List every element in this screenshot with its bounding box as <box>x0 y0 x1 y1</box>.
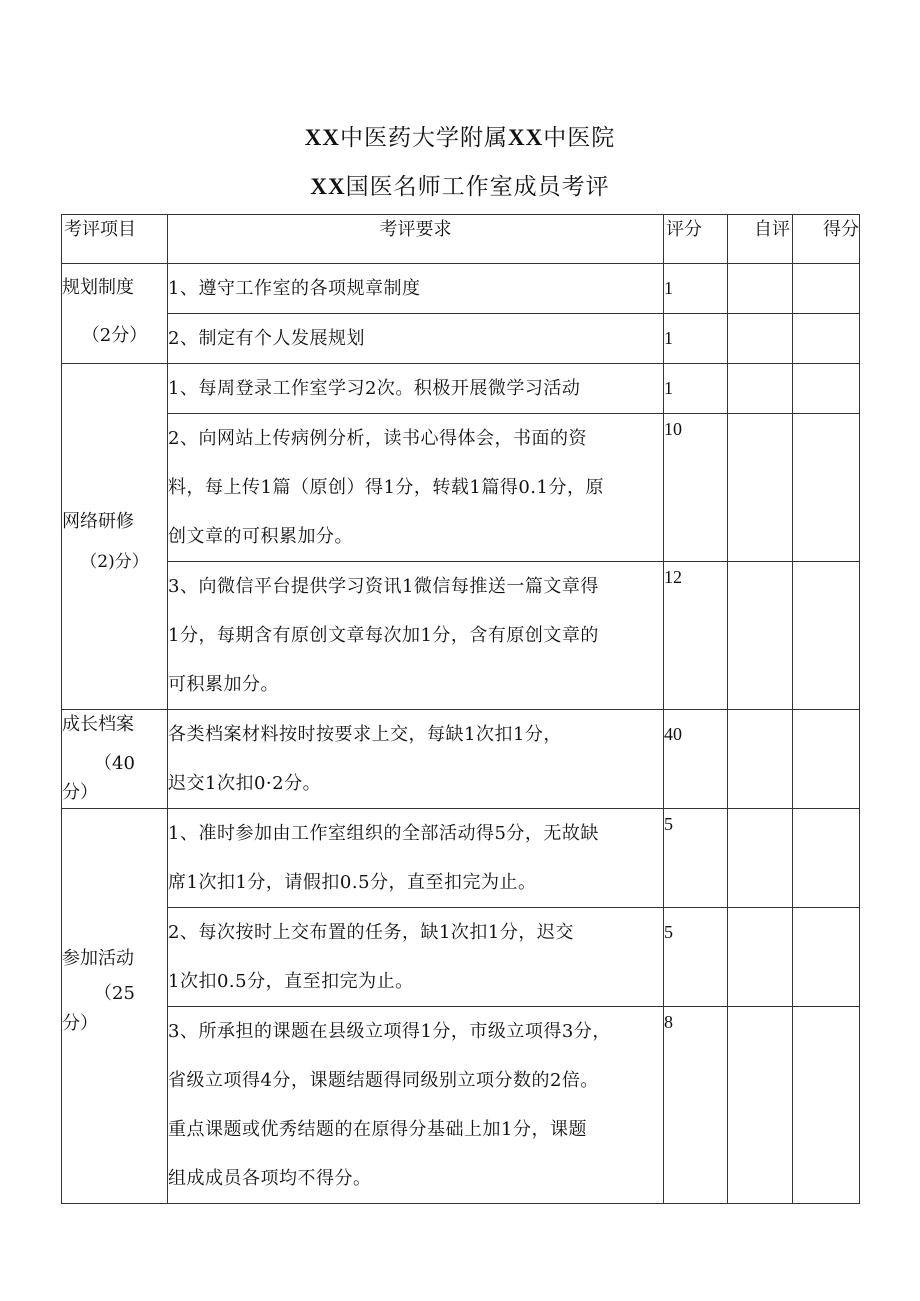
table-row <box>62 1007 860 1204</box>
document-title-line1 <box>0 123 920 153</box>
requirement-line: 省级立项得4分，课题结题得同级别立项分数的2倍。 <box>168 1070 599 1091</box>
header-item: 考评项目 <box>62 215 168 264</box>
title2-rest: 国医名师工作室成员考评 <box>345 174 610 200</box>
final-score-cell[interactable] <box>793 908 860 1007</box>
final-score-cell[interactable] <box>793 264 860 314</box>
self-eval-cell[interactable] <box>728 364 793 414</box>
table-header-row <box>62 215 860 264</box>
title-infix: XX <box>508 125 544 150</box>
category-activity <box>62 809 168 1204</box>
header-score: 评分 <box>664 215 728 264</box>
category-points-unit: 分） <box>62 782 98 803</box>
final-score-cell[interactable] <box>793 414 860 562</box>
category-points: （2)分） <box>80 551 149 572</box>
requirement-cell: 1、遵守工作室的各项规章制度 <box>168 264 664 314</box>
final-score-cell[interactable] <box>793 809 860 908</box>
score-cell: 1 <box>664 364 728 414</box>
score-cell: 10 <box>664 414 728 562</box>
requirement-cell <box>168 1007 664 1204</box>
requirement-cell: 1、每周登录工作室学习2次。积极开展微学习活动 <box>168 364 664 414</box>
category-planning <box>62 264 168 364</box>
self-eval-cell[interactable] <box>728 264 793 314</box>
table-row <box>62 710 860 809</box>
final-score-cell[interactable] <box>793 364 860 414</box>
self-eval-cell[interactable] <box>728 562 793 710</box>
category-points-unit: 分） <box>62 1013 98 1034</box>
requirement-line: 2、向网站上传病例分析，读书心得体会，书面的资 <box>168 428 587 449</box>
self-eval-cell[interactable] <box>728 1007 793 1204</box>
requirement-line: 3、向微信平台提供学习资讯1微信每推送一篇文章得 <box>168 576 599 597</box>
requirement-line: 3、所承担的课题在县级立项得1分，市级立项得3分， <box>168 1021 611 1042</box>
requirement-cell <box>168 710 664 809</box>
self-eval-cell[interactable] <box>728 908 793 1007</box>
requirement-line: 创文章的可积累加分。 <box>168 526 353 547</box>
requirement-line: 重点课题或优秀结题的在原得分基础上加1分，课题 <box>168 1119 587 1140</box>
requirement-cell <box>168 908 664 1007</box>
score-cell: 40 <box>664 710 728 809</box>
table-row <box>62 908 860 1007</box>
final-score-cell[interactable] <box>793 710 860 809</box>
score-cell: 5 <box>664 809 728 908</box>
requirement-cell <box>168 414 664 562</box>
table-row <box>62 414 860 562</box>
title2-prefix: XX <box>310 174 346 199</box>
title-suffix: 中医院 <box>543 125 616 151</box>
self-eval-cell[interactable] <box>728 710 793 809</box>
category-points: （2分） <box>81 325 148 346</box>
self-eval-cell[interactable] <box>728 314 793 364</box>
document-title-line2 <box>0 172 920 202</box>
requirement-line: 各类档案材料按时按要求上交，每缺1次扣1分， <box>168 724 562 745</box>
table-row <box>62 809 860 908</box>
table-row <box>62 562 860 710</box>
category-name: 参加活动 <box>62 948 134 969</box>
category-name: 规划制度 <box>62 277 134 298</box>
evaluation-table <box>61 214 860 1204</box>
category-network <box>62 364 168 710</box>
final-score-cell[interactable] <box>793 314 860 364</box>
score-cell: 5 <box>664 908 728 1007</box>
score-cell: 1 <box>664 264 728 314</box>
table-row <box>62 364 860 414</box>
header-requirement: 考评要求 <box>168 215 664 264</box>
score-cell: 1 <box>664 314 728 364</box>
final-score-cell[interactable] <box>793 1007 860 1204</box>
category-points: （40 <box>94 753 135 774</box>
final-score-cell[interactable] <box>793 562 860 710</box>
score-cell: 12 <box>664 562 728 710</box>
requirement-line: 1分，每期含有原创文章每次加1分，含有原创文章的 <box>168 625 599 646</box>
requirement-line: 2、每次按时上交布置的任务，缺1次扣1分，迟交 <box>168 922 574 943</box>
requirement-line: 可积累加分。 <box>168 674 279 695</box>
requirement-line: 料，每上传1篇（原创）得1分，转载1篇得0.1分，原 <box>168 477 604 498</box>
table-row <box>62 314 860 364</box>
requirement-line: 席1次扣1分，请假扣0.5分，直至扣完为止。 <box>168 872 537 893</box>
requirement-cell <box>168 562 664 710</box>
header-self: 自评 <box>728 215 793 264</box>
requirement-cell <box>168 809 664 908</box>
requirement-line: 1、准时参加由工作室组织的全部活动得5分，无故缺 <box>168 823 599 844</box>
category-points: （25 <box>94 983 135 1004</box>
table-row <box>62 264 860 314</box>
self-eval-cell[interactable] <box>728 809 793 908</box>
requirement-line: 迟交1次扣0·2分。 <box>168 773 322 794</box>
category-name: 成长档案 <box>62 714 134 735</box>
requirement-cell: 2、制定有个人发展规划 <box>168 314 664 364</box>
requirement-line: 组成成员各项均不得分。 <box>168 1168 372 1189</box>
title-middle: 中医药大学附属 <box>340 125 508 151</box>
requirement-line: 1次扣0.5分，直至扣完为止。 <box>168 971 414 992</box>
self-eval-cell[interactable] <box>728 414 793 562</box>
header-final: 得分 <box>793 215 860 264</box>
score-cell: 8 <box>664 1007 728 1204</box>
title-prefix: XX <box>304 125 340 150</box>
category-name: 网络研修 <box>62 510 134 532</box>
category-archive <box>62 710 168 809</box>
